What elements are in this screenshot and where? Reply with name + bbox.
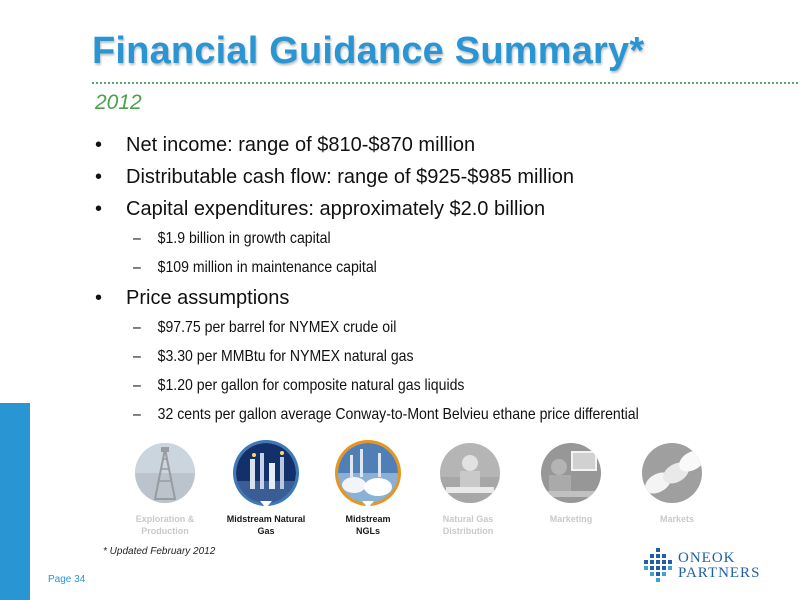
oneok-logo-mark-icon [640,547,676,583]
ngl-tanks-icon[interactable] [338,443,398,503]
footnote: * Updated February 2012 [103,546,216,557]
slide-subtitle: 2012 [95,91,142,114]
logo-text-line2: PARTNERS [678,565,761,581]
slide-title: Financial Guidance Summary* [92,30,645,72]
segment-label-distribution: Natural Gas Distribution [442,514,494,536]
title-divider [92,82,798,84]
segment-label-markets: Markets [659,514,695,524]
segment-label-midstream-gas: Midstream Natural Gas [226,514,306,536]
trading-desk-icon[interactable] [541,443,601,503]
segment-label-midstream-ngls: Midstream NGLs [345,514,391,536]
gas-plant-icon[interactable] [236,443,296,503]
pipes-icon[interactable] [642,443,702,503]
left-accent-bar [0,403,30,600]
drilling-rig-icon[interactable] [135,443,195,503]
logo-text-line1: ONEOK [678,550,736,566]
selected-indicator-icon [362,501,374,508]
selected-indicator-icon [260,501,272,508]
segment-label-exploration: Exploration & Production [135,514,195,536]
worker-pipe-icon[interactable] [440,443,500,503]
segment-label-marketing: Marketing [549,514,593,524]
oneok-partners-logo [640,547,790,587]
page-number: Page 34 [48,574,86,585]
